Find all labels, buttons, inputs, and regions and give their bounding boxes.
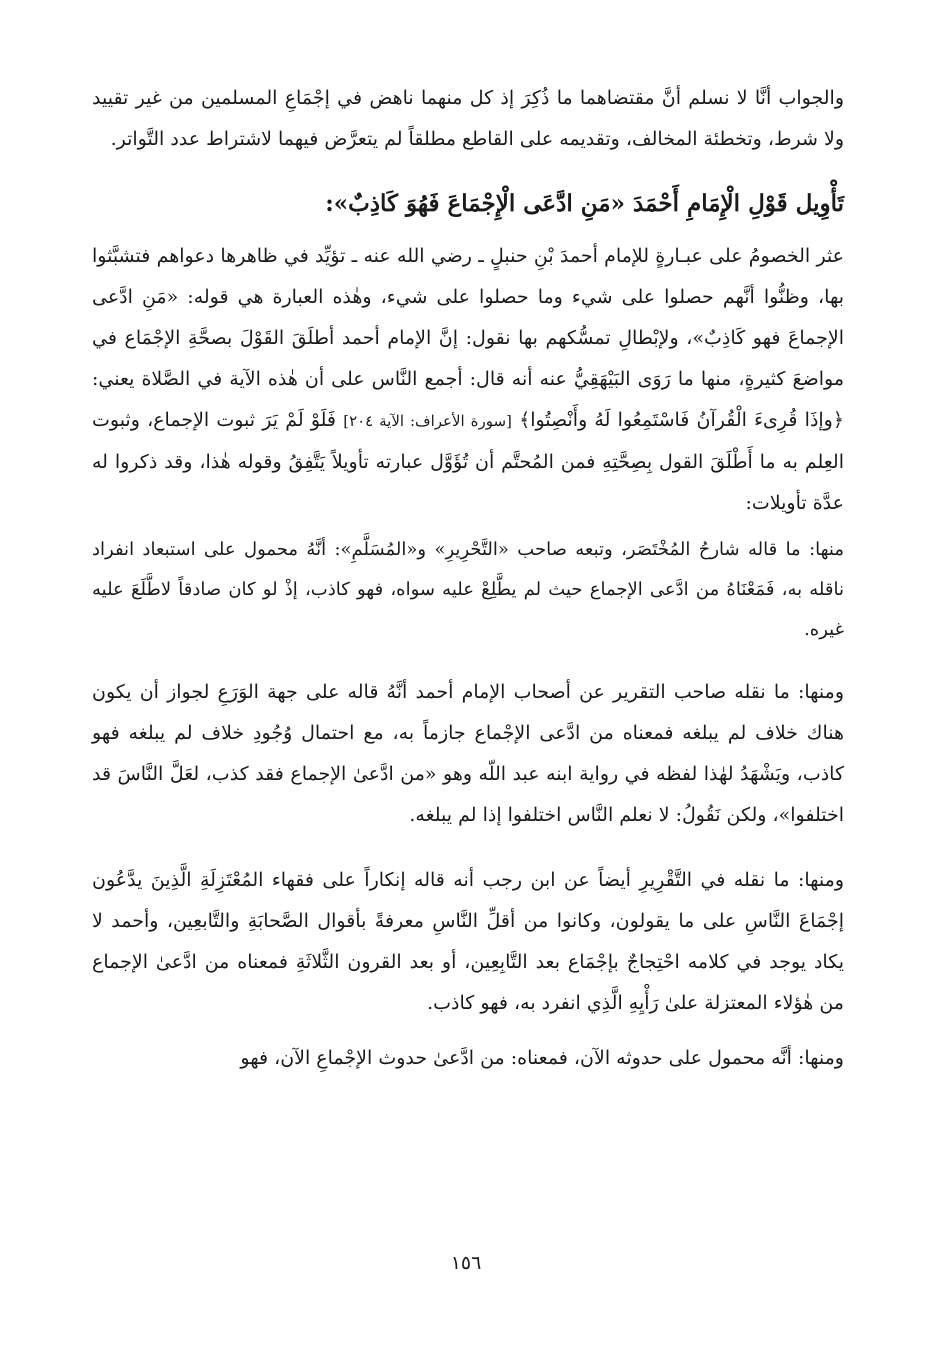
section-heading: تَأْوِيل قَوْلِ الْإِمَامِ أَحْمَدَ «مَنِ ادَّعَى الْإِجْمَاعَ فَهُوَ كَاذِبٌ»:: [325, 190, 844, 217]
page-number: ١٥٦: [450, 1252, 482, 1274]
intro-paragraph: والجواب أنَّا لا نسلم أنَّ مقتضاهما ما ذُكِرَ إذ كل منهما ناهض في إجْمَاعِ المسلمين من غير تقييد ولا شرط، وتخطئة المخالف، وتقديمه على القاطع مطلقاً لم يتعرَّض فيهما لاشتراط عدد التَّواتر.: [92, 87, 844, 150]
paragraph-1-text: عثر الخصومُ على عبـارةٍ للإمام أحمدَ بْنِ حنبلٍ ـ رضي الله عنه ـ تؤيِّد في ظاهرها دعواهم فتشبَّثوا بها، وظنُّوا أنَّهم حصلوا على شيء وما حصلوا على شيء، وهٰذه العبارة هي قوله: «مَنِ ادَّعى الإجماعَ فهو كَاذِبٌ»، ولإبْطالِ تمسُّكهم بها نقول: إنَّ الإمام أحمد أطلَقَ القَوْلَ بصحَّةِ الإجْمَاع في مواضعَ كثيرةٍ، منها ما رَوَى البَيْهَقِيُّ عنه أنه قال: أجمع النَّاس على أن هٰذه الآية في الصَّلاة يعني: ﴿وإذَا قُرِىءَ الْقُرآنُ فَاسْتَمِعُوا لَهُ وأَنْصِتُوا﴾: [92, 245, 845, 431]
paragraph-1: [92, 236, 844, 524]
quran-citation: [سورة الأعراف: الآية ٢٠٤]: [343, 412, 512, 430]
paragraph-1-end: فَلَوْ لَمْ يَرَ ثبوت الإجماع، وثبوت العِلم به ما أَطْلَقَ القول بِصِحَّتِهِ فمن المُحتَّم أن تُؤَوَّل عبارته تأويلاً يَتَّفِقُ وقوله هٰذا، وقد ذكروا له عدَّة تأويلات:: [92, 409, 844, 514]
paragraph-3: ومنها: ما نقله صاحب التقرير عن أصحاب الإمام أحمد أنَّهُ قاله على جهة الوَرَعِ لجواز أن يكون هناك خلاف لم يبلغه فمعناه من ادَّعى الإجْماع جازماً به، مع احتمال وُجُودِ خلاف لم يبلغه فهو كاذب، ويَشْهَدُ لهٰذا لفظه في رواية ابنه عبد اللّه وهو «من ادَّعىٰ الإجماع فقد كذب، لعَلَّ النَّاسَ قد اختلفوا»، ولكن نَقُولُ: لا نعلم النَّاس اختلفوا إذا لم يبلغه.: [92, 681, 844, 826]
page-body: [92, 78, 844, 1079]
paragraph-4: ومنها: ما نقله في التَّقْرِيرِ أيضاً عن ابن رجب أنه قاله إنكاراً على فقهاء المُعْتَزِلَةِ الَّذِينَ يدَّعُون إجْمَاعَ النَّاسِ على ما يقولون، وكانوا من أقلِّ النَّاسِ معرفةً بأقوال الصَّحابَةِ والتَّابعِين، وأحمد لا يكاد يوجد في كلامه احْتِجاجٌ بإجْمَاع بعد التَّابِعِين، أو بعد القرون الثَّلاثَةِ فمعناه من ادَّعىٰ الإجماع من هٰؤلاء المعتزلة علىٰ رَأْيِهِ الَّذِي انفرد به، فهو كاذب.: [92, 869, 844, 1014]
paragraph-5: ومنها: أنَّه محمول على حدوثه الآن، فمعناه: من ادَّعىٰ حدوث الإجْماعِ الآن، فهو: [240, 1047, 844, 1069]
paragraph-2: منها: ما قاله شارحُ المُخْتَصَر، وتبعه صاحب «التَّحْرِيرِ» و«المُسَلَّمِ»: أنَّهُ محمول على استبعاد انفراد ناقله به، فَمَعْنَاهُ من ادَّعى الإجماع حيث لم يطَّلِعْ عليه سواه، فهو كاذب، إذْ لو كان صادقاً لاطَّلَعَ عليه غيره.: [92, 539, 844, 640]
